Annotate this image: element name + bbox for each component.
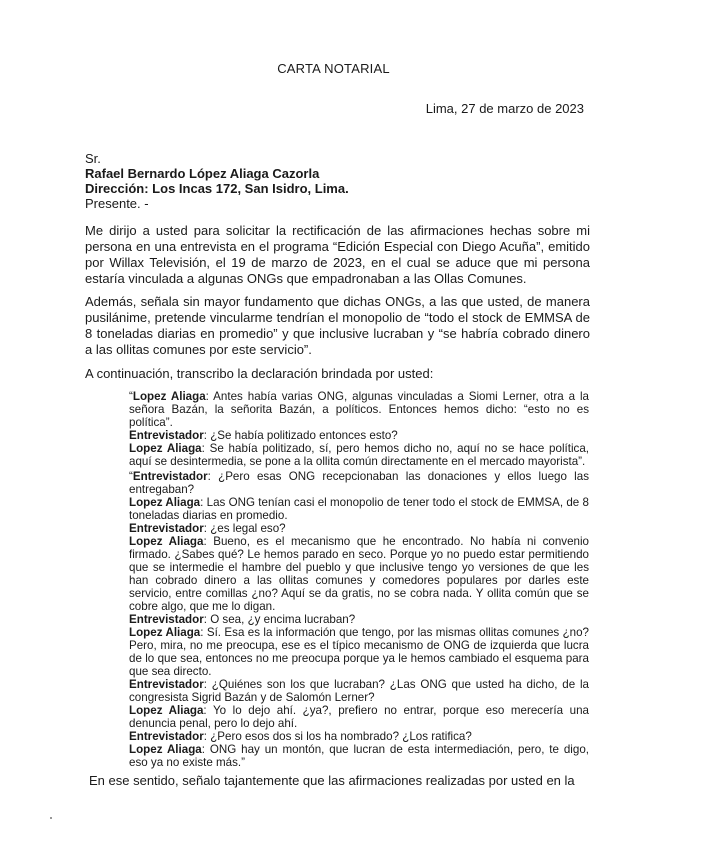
body-paragraph-1: Me dirijo a usted para solicitar la rectificación de las afirmaciones hechas sobre mi persona en una entrevista en el programa “Edición Especial con Diego Acuña”, emitido por Willax Televisión, el 19 de marzo de 2023, en el cual se aduce que mi persona estaría vinculada a algunas ONGs que empadronaban a las Ollas Comunes. xyxy=(85,223,590,286)
quote-line: “Lopez Aliaga: Antes había varias ONG, algunas vinculadas a Siomi Lerner, otra a la señora Bazán, la señorita Bazán, a políticos. Entonces hemos dicho: “esto no es política”. xyxy=(129,390,590,429)
quote-line: Lopez Aliaga: Se había politizado, sí, pero hemos dicho no, aquí no se hace política, aquí se desintermedia, se pone a la ollita común directamente en el mercado mayorista”. xyxy=(129,442,590,468)
quote-line: Lopez Aliaga: Sí. Esa es la información que tengo, por las mismas ollitas comunes ¿no? Pero, mira, no me preocupa, ese es el típico mecanismo de ONG de izquierda que lucra de lo que sea, entonces no me preocupa porque ya le hemos cambiado el esquema para que sea directo. xyxy=(129,626,589,678)
speaker-label: Entrevistador xyxy=(129,730,204,743)
speaker-label: Lopez Aliaga xyxy=(129,496,201,509)
speaker-label: Lopez Aliaga xyxy=(129,626,201,639)
scan-speck xyxy=(50,817,52,819)
quote-line: Lopez Aliaga: Las ONG tenían casi el monopolio de tener todo el stock de EMMSA, de 8 toneladas diarias en promedio. xyxy=(129,496,589,522)
speaker-label: Lopez Aliaga xyxy=(129,743,202,756)
speaker-label: Entrevistador xyxy=(129,522,204,535)
recipient-block xyxy=(85,151,349,211)
quote-line: “Entrevistador: ¿Pero esas ONG recepcionaban las donaciones y ellos luego las entregaban? xyxy=(129,470,589,496)
quote-line: Lopez Aliaga: ONG hay un montón, que lucran de esta intermediación, pero, te digo, eso ya no existe más.” xyxy=(129,743,589,769)
letter-title: CARTA NOTARIAL xyxy=(277,61,390,76)
speaker-label: Entrevistador xyxy=(129,613,204,626)
speaker-label: Lopez Aliaga xyxy=(129,442,202,455)
quote-line: Lopez Aliaga: Bueno, es el mecanismo que he encontrado. No había ni convenio firmado. ¿Sabes qué? Le hemos parado en seco. Porque yo no puedo estar permitiendo que se intermedie el hambre del pueblo y que inclusive tengo yo versiones de que les han cobrado dinero a las ollitas comunes y comedores populares por darles este servicio, entre comillas ¿no? Aquí se da gratis, no se cobra nada. Y ollita común que se cobre algo, que me lo digan. xyxy=(129,535,590,613)
recipient-address: Dirección: Los Incas 172, San Isidro, Lima. xyxy=(85,181,349,196)
recipient-name: Rafael Bernardo López Aliaga Cazorla xyxy=(85,166,320,181)
quote-line: Lopez Aliaga: Yo lo dejo ahí. ¿ya?, prefiero no entrar, porque eso merecería una denuncia penal, pero lo dejo ahí. xyxy=(129,704,589,730)
body-paragraph-2: Además, señala sin mayor fundamento que dichas ONGs, a las que usted, de manera pusilánime, pretende vincularme tendrían el monopolio de “todo el stock de EMMSA de 8 toneladas diarias en promedio” y que inclusive lucraban y “se habría cobrado dinero a las ollitas comunes por este servicio”. xyxy=(85,294,590,357)
body-paragraph-3: A continuación, transcribo la declaración brindada por usted: xyxy=(85,366,434,381)
speaker-label: Lopez Aliaga xyxy=(132,390,206,403)
recipient-presente: Presente. - xyxy=(85,196,149,211)
body-paragraph-4: En ese sentido, señalo tajantemente que las afirmaciones realizadas por usted en la xyxy=(89,773,575,788)
speaker-label: Entrevistador xyxy=(132,470,208,483)
quote-block-1 xyxy=(129,390,589,468)
quote-line: Entrevistador: O sea, ¿y encima lucraban? xyxy=(129,613,356,626)
quote-block-2 xyxy=(129,470,589,769)
recipient-salutation: Sr. xyxy=(85,151,101,166)
quote-line: Entrevistador: ¿Se había politizado entonces esto? xyxy=(129,429,398,442)
letter-date: Lima, 27 de marzo de 2023 xyxy=(425,101,584,116)
quote-line: Entrevistador: ¿es legal eso? xyxy=(129,522,286,535)
speaker-label: Lopez Aliaga xyxy=(129,535,204,548)
speaker-label: Entrevistador xyxy=(129,429,204,442)
speaker-label: Lopez Aliaga xyxy=(129,704,204,717)
quote-line: Entrevistador: ¿Quiénes son los que lucraban? ¿Las ONG que usted ha dicho, de la congresista Sigrid Bazán y de Salomón Lerner? xyxy=(129,678,589,704)
quote-line: Entrevistador: ¿Pero esos dos si los ha nombrado? ¿Los ratifica? xyxy=(129,730,472,743)
speaker-label: Entrevistador xyxy=(129,678,204,691)
